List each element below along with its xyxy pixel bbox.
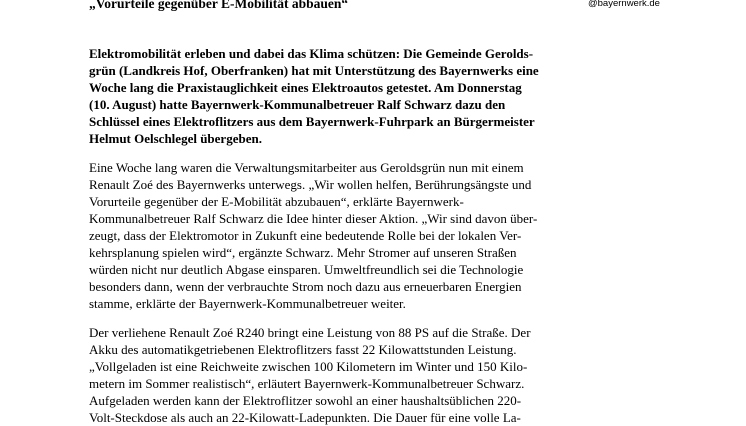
lead-line: Schlüssel eines Elektroflitzers aus dem Bayernwerk-Fuhrpark an Bürgermeister — [89, 114, 535, 129]
paragraph-line: Eine Woche lang waren die Verwaltungsmitarbeiter aus Geroldsgrün nun mit einem — [89, 160, 524, 175]
paragraph-line: Der verliehene Renault Zoé R240 bringt eine Leistung von 88 PS auf die Straße. Der — [89, 325, 531, 340]
paragraph-line: würden nicht nur deutlich Abgase einsparen. Umweltfreundlich sei die Technologie — [89, 262, 524, 277]
lead-line: (10. August) hatte Bayernwerk-Kommunalbetreuer Ralf Schwarz dazu den — [89, 97, 506, 112]
paragraph-line: Vorurteile gegenüber der E-Mobilität abzubauen“, erklärte Bayernwerk- — [89, 194, 464, 209]
body-paragraph-2 — [89, 324, 589, 426]
paragraph-line: „Vollgeladen ist eine Reichweite zwischen 100 Kilometern im Winter und 150 Kilo- — [89, 359, 528, 374]
lead-line: grün (Landkreis Hof, Oberfranken) hat mit Unterstützung des Bayernwerks eine — [89, 63, 539, 78]
lead-paragraph — [89, 45, 589, 147]
headline: „Vorurteile gegenüber E-Mobilität abbauen“ — [89, 0, 349, 11]
paragraph-line: Volt-Steckdose als auch an 22-Kilowatt-Ladepunkten. Die Dauer für eine volle La- — [89, 410, 521, 425]
paragraph-line: kehrsplanung spielen wird“, ergänzte Schwarz. Mehr Stromer auf unseren Straßen — [89, 245, 517, 260]
lead-line: Elektromobilität erleben und dabei das Klima schützen: Die Gemeinde Gerolds- — [89, 46, 534, 61]
paragraph-line: Akku des automatikgetriebenen Elektroflitzers fasst 22 Kilowattstunden Leistung. — [89, 342, 517, 357]
paragraph-line: Aufgeladen werden kann der Elektroflitzer sowohl an einer haushaltsüblichen 220- — [89, 393, 522, 408]
body-paragraph-1 — [89, 159, 589, 312]
paragraph-line: metern im Sommer realistisch“, erläutert Bayernwerk-Kommunalbetreuer Schwarz. — [89, 376, 525, 391]
paragraph-line: stamme, erklärte der Bayernwerk-Kommunalbetreuer weiter. — [89, 296, 406, 311]
paragraph-line: Renault Zoé des Bayernwerks unterwegs. „Wir wollen helfen, Berührungsängste und — [89, 177, 532, 192]
paragraph-line: Kommunalbetreuer Ralf Schwarz die Idee hinter dieser Aktion. „Wir sind davon über- — [89, 211, 538, 226]
source-label: @bayernwerk.de — [588, 0, 660, 9]
lead-line: Woche lang die Praxistauglichkeit eines Elektroautos getestet. Am Donnerstag — [89, 80, 522, 95]
lead-line: Helmut Oelschlegel übergeben. — [89, 131, 262, 146]
paragraph-line: besonders dann, wenn der verbrauchte Strom noch dazu aus erneuerbaren Energien — [89, 279, 522, 294]
paragraph-line: zeugt, dass der Elektromotor in Zukunft eine bedeutende Rolle bei der lokalen Ver- — [89, 228, 522, 243]
